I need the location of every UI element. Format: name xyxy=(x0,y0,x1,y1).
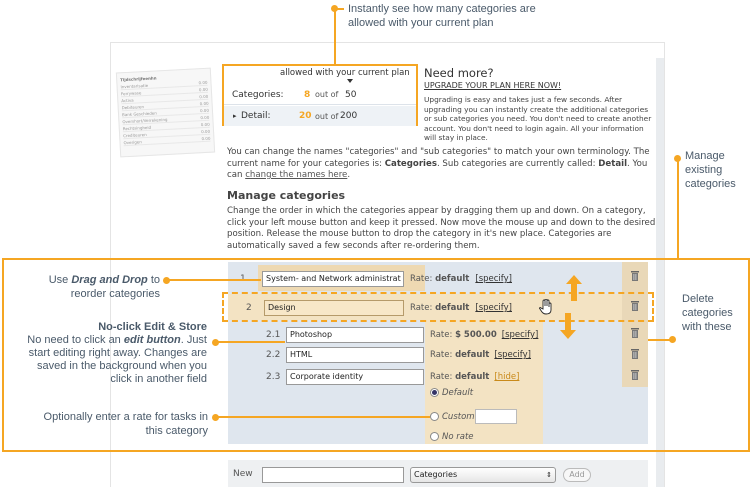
subcategory-number: 2.2 xyxy=(266,350,281,360)
preview-row: Ferrywase 0.00 xyxy=(120,86,208,97)
subcategory-number: 2.1 xyxy=(266,330,281,340)
upgrade-title: Need more? xyxy=(424,66,494,80)
expand-arrow-icon[interactable]: ▸ xyxy=(233,112,237,120)
upgrade-link[interactable]: UPGRADE YOUR PLAN HERE NOW! xyxy=(424,81,562,90)
preview-row: Bank Geschieden 0.00 xyxy=(121,107,210,118)
chevron-down-icon xyxy=(347,79,353,83)
rate-label: Rate: $ 500.00 xyxy=(430,330,497,340)
out-of-label: out of xyxy=(315,90,339,99)
hide-link[interactable]: [hide] xyxy=(494,372,520,382)
rename-paragraph: You can change the names "categories" and "sub categories" to match your own terminology. The current name for your categories is: Categories. Sub categories are currently called: Detail. You can change the names here. xyxy=(227,147,650,180)
delete-annotation: Delete categories with these xyxy=(682,293,733,333)
preview-row: Crediteuren 0.00 xyxy=(123,128,211,139)
annotation-line xyxy=(166,279,261,281)
subcategory-number: 2.3 xyxy=(266,372,281,382)
manage-heading: Manage categories xyxy=(227,189,346,202)
plan-heading: allowed with your current plan xyxy=(280,68,410,78)
category-name-input[interactable]: System- and Network administrat xyxy=(262,271,404,287)
category-name-input[interactable]: Design xyxy=(264,300,404,316)
new-label: New xyxy=(233,469,253,479)
rate-label: Rate: default xyxy=(410,303,470,313)
annotation-line xyxy=(648,339,672,341)
plan-callout: Instantly see how many categories are allowed with your current plan xyxy=(348,3,536,29)
plan-usage-box xyxy=(222,64,418,126)
change-names-link[interactable]: change the names here xyxy=(245,170,348,180)
preview-row: Overshort/Verrekening 0.00 xyxy=(122,114,210,125)
detail-label: Detail: xyxy=(241,111,271,121)
categories-label: Categories: xyxy=(232,89,284,100)
preview-row: Rechtsingheid 0.00 xyxy=(122,121,210,132)
drag-drop-annotation: Use Drag and Drop to reorder categories xyxy=(48,274,160,300)
annotation-line xyxy=(215,416,430,418)
rate-option-custom[interactable]: Custom xyxy=(430,409,517,424)
upgrade-body: Upgrading is easy and takes just a few seconds. After upgrading you can instantly create the additional categories or sub categories you need. You don't need to create another account. You don't need to login again. All your information will stay in place. xyxy=(424,95,652,142)
category-number: 2 xyxy=(246,303,252,313)
categories-max: 50 xyxy=(345,89,357,100)
sidebar-preview: Tijdschrijfeenhn Inventarisatie 0.00 Ferrywase 0.00 Activa 0.00 Debiteuren 0.00 Bank Geschieden 0.00 Overshort/Verrekening 0.00 Rechtsingheid 0.00 Crediteuren 0.00 Overigen 0.00 xyxy=(116,68,215,158)
manage-existing-annotation: Manage existing categories xyxy=(685,150,736,190)
categories-used: 8 xyxy=(304,89,311,100)
preview-row: Activa 0.00 xyxy=(121,93,209,104)
manage-description: Change the order in which the categories appear by dragging them up and down. On a category, click your left mouse button and keep it pressed. Now move the mouse up and down to the desired position. Release the mouse button to drop the category in it's new place. Categories are automatically saved a few seconds after re-ordering them. xyxy=(227,206,656,251)
preview-row: Debiteuren 0.00 xyxy=(121,100,209,111)
new-category-input[interactable] xyxy=(262,467,404,483)
edit-store-annotation: No-click Edit & Store No need to click an edit button. Just start editing right away. Changes are saved in the background when you click in another field xyxy=(27,321,207,385)
annotation-line xyxy=(677,158,679,260)
rate-label: Rate: default xyxy=(430,372,490,382)
specify-link[interactable]: [specify] xyxy=(501,330,539,340)
specify-link[interactable]: [specify] xyxy=(475,303,512,313)
category-type-select[interactable]: Categories ⇕ xyxy=(410,467,556,483)
rate-label: Rate: default xyxy=(430,350,490,360)
subcategory-name-input[interactable]: HTML xyxy=(286,347,424,363)
rate-option-norate[interactable]: No rate xyxy=(430,432,474,442)
rate-option-default[interactable]: Default xyxy=(430,388,473,398)
rate-label: Rate: default xyxy=(410,274,470,284)
specify-link[interactable]: [specify] xyxy=(494,350,531,360)
callout-line xyxy=(334,8,344,10)
drag-row-frame xyxy=(222,292,654,322)
callout-line xyxy=(334,8,336,64)
rate-annotation: Optionally enter a rate for tasks in this category xyxy=(43,411,208,437)
subcategory-name-input[interactable]: Corporate identity xyxy=(286,369,424,385)
select-arrows-icon: ⇕ xyxy=(546,471,552,479)
detail-max: 200 xyxy=(340,111,358,121)
specify-link[interactable]: [specify] xyxy=(475,274,512,284)
detail-used: 20 xyxy=(299,111,312,121)
annotation-line xyxy=(215,341,285,343)
preview-row: Inventarisatie 0.00 xyxy=(120,79,208,90)
preview-row: Overigen 0.00 xyxy=(123,135,211,146)
out-of-label: out of xyxy=(315,111,339,121)
add-button[interactable]: Add xyxy=(563,468,591,482)
subcategory-name-input[interactable]: Photoshop xyxy=(286,327,424,343)
